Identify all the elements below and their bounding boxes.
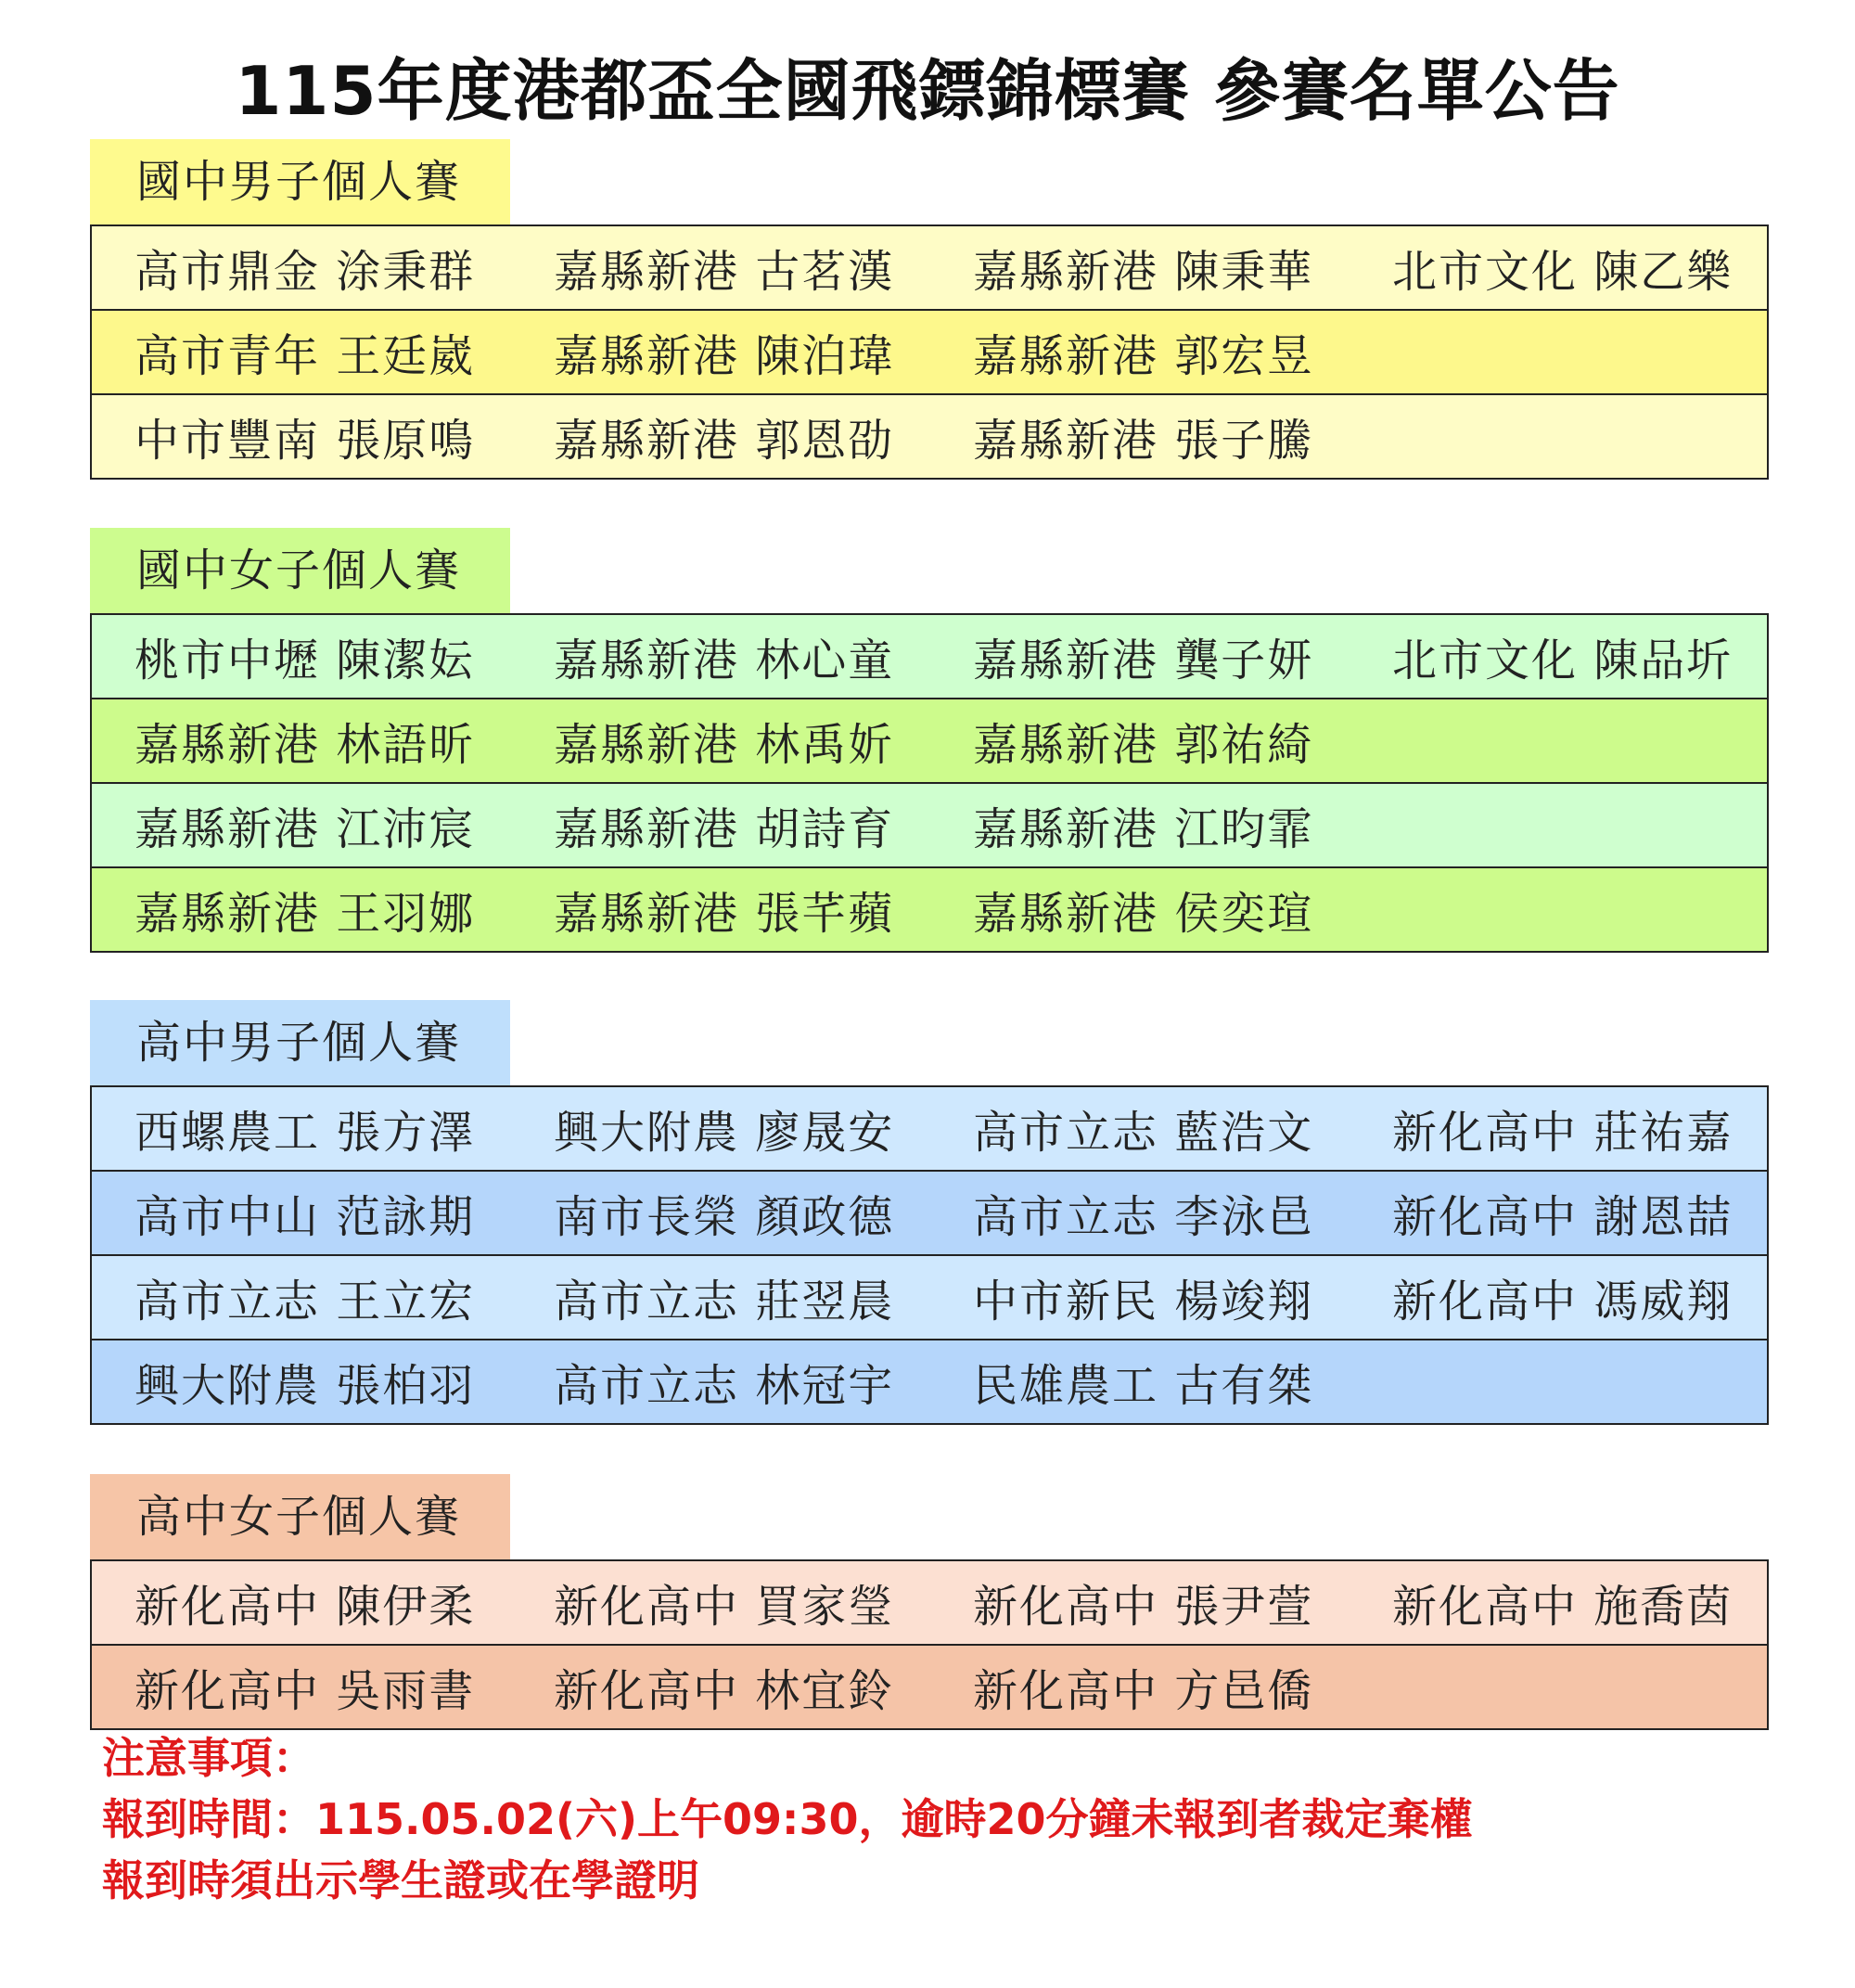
table-row [92, 1254, 1767, 1339]
roster-cell: 新化高中 莊祐嘉 [1392, 1107, 1733, 1159]
roster-cell: 興大附農 廖晟安 [554, 1107, 895, 1159]
roster-cell: 嘉縣新港 林心童 [554, 635, 895, 686]
roster-cell: 新化高中 施喬茵 [1392, 1581, 1733, 1633]
roster-cell: 嘉縣新港 江昀霏 [973, 803, 1314, 855]
roster-cell: 嘉縣新港 江沛宸 [134, 803, 476, 855]
table-row [92, 309, 1767, 393]
roster-table [90, 224, 1769, 480]
table-row [92, 1087, 1767, 1170]
roster-cell: 新化高中 馮威翔 [1392, 1276, 1733, 1327]
roster-cell: 嘉縣新港 郭宏昱 [973, 330, 1314, 382]
roster-cell: 北市文化 陳品圻 [1392, 635, 1733, 686]
roster-cell: 嘉縣新港 林禹妡 [554, 719, 895, 771]
roster-cell: 嘉縣新港 張子騰 [973, 415, 1314, 467]
roster-cell: 新化高中 陳伊柔 [134, 1581, 476, 1633]
section-label: 高中男子個人賽 [90, 1000, 510, 1085]
roster-cell: 嘉縣新港 古茗漢 [554, 246, 895, 298]
roster-cell: 中市豐南 張原鳴 [134, 415, 476, 467]
table-row [92, 782, 1767, 866]
roster-cell: 新化高中 吳雨書 [134, 1665, 476, 1717]
roster-cell: 西螺農工 張方澤 [134, 1107, 476, 1159]
roster-cell: 高市中山 范詠期 [134, 1191, 476, 1243]
roster-cell: 民雄農工 古有桀 [973, 1360, 1314, 1412]
roster-cell: 中市新民 楊竣翔 [973, 1276, 1314, 1327]
roster-cell: 新化高中 張尹萱 [973, 1581, 1314, 1633]
roster-cell: 嘉縣新港 郭恩劭 [554, 415, 895, 467]
section-junior-high-girls [90, 528, 1769, 951]
roster-cell: 嘉縣新港 張芊蘋 [554, 888, 895, 940]
roster-cell: 高市鼎金 涂秉群 [134, 246, 476, 298]
notes-block [102, 1727, 1472, 1911]
roster-cell: 嘉縣新港 胡詩育 [554, 803, 895, 855]
roster-cell: 新化高中 買家瑩 [554, 1581, 895, 1633]
section-label: 高中女子個人賽 [90, 1474, 510, 1559]
roster-cell: 南市長榮 顏政德 [554, 1191, 895, 1243]
section-label: 國中女子個人賽 [90, 528, 510, 613]
roster-cell: 高市青年 王廷崴 [134, 330, 476, 382]
roster-cell: 新化高中 謝恩喆 [1392, 1191, 1733, 1243]
roster-cell: 嘉縣新港 王羽娜 [134, 888, 476, 940]
roster-cell: 嘉縣新港 龔子妍 [973, 635, 1314, 686]
table-row [92, 393, 1767, 478]
roster-cell: 新化高中 方邑僑 [973, 1665, 1314, 1717]
section-senior-high-boys [90, 1000, 1769, 1423]
section-label: 國中男子個人賽 [90, 139, 510, 224]
roster-cell: 嘉縣新港 郭祐綺 [973, 719, 1314, 771]
roster-cell: 興大附農 張柏羽 [134, 1360, 476, 1412]
notes-checkin-time: 報到時間：115.05.02(六)上午09:30，逾時20分鐘未報到者裁定棄權 [102, 1794, 1473, 1844]
page-title: 115年度港都盃全國飛鏢錦標賽 參賽名單公告 [235, 52, 1620, 130]
roster-cell: 嘉縣新港 陳泊瑋 [554, 330, 895, 382]
table-row [92, 866, 1767, 951]
table-row [92, 698, 1767, 782]
section-senior-high-girls [90, 1474, 1769, 1729]
table-row [92, 1170, 1767, 1254]
table-row [92, 1339, 1767, 1423]
notes-heading: 注意事項： [102, 1733, 315, 1783]
roster-cell: 高市立志 莊翌晨 [554, 1276, 895, 1327]
roster-cell: 高市立志 林冠宇 [554, 1360, 895, 1412]
table-row [92, 1644, 1767, 1728]
table-row [92, 226, 1767, 309]
roster-cell: 嘉縣新港 林語昕 [134, 719, 476, 771]
roster-cell: 高市立志 李泳邑 [973, 1191, 1314, 1243]
roster-cell: 高市立志 藍浩文 [973, 1107, 1314, 1159]
roster-cell: 嘉縣新港 陳秉華 [973, 246, 1314, 298]
roster-cell: 嘉縣新港 侯奕瑄 [973, 888, 1314, 940]
roster-table [90, 613, 1769, 953]
roster-cell: 高市立志 王立宏 [134, 1276, 476, 1327]
table-row [92, 1561, 1767, 1644]
roster-table [90, 1559, 1769, 1730]
table-row [92, 615, 1767, 698]
roster-cell: 北市文化 陳乙樂 [1392, 246, 1733, 298]
roster-cell: 桃市中壢 陳潔妘 [134, 635, 476, 686]
section-junior-high-boys [90, 139, 1769, 478]
roster-cell: 新化高中 林宜鈴 [554, 1665, 895, 1717]
notes-id-requirement: 報到時須出示學生證或在學證明 [102, 1855, 699, 1905]
roster-table [90, 1085, 1769, 1425]
